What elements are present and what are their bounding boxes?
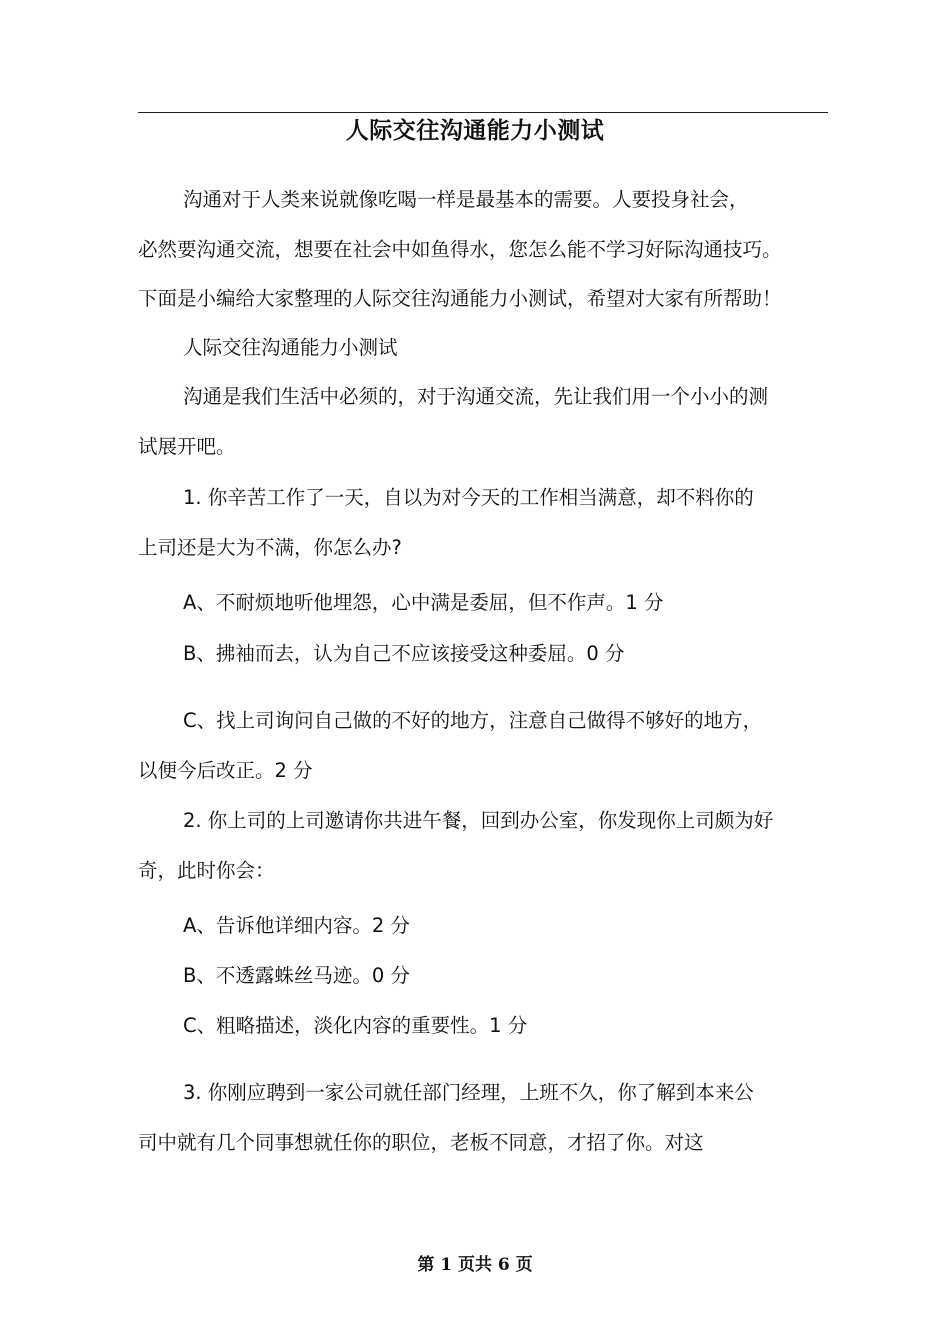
option-line: B、不透露蛛丝马迹。0 分: [183, 964, 410, 987]
question-line: 1. 你辛苦工作了一天，自以为对今天的工作相当满意，却不料你的: [183, 486, 754, 509]
page-number: 第 1 页共 6 页: [417, 1255, 533, 1275]
paragraph-line: 试展开吧。: [138, 435, 236, 458]
option-line: A、告诉他详细内容。2 分: [183, 914, 410, 937]
paragraph-line: 沟通是我们生活中必须的，对于沟通交流，先让我们用一个小小的测: [183, 385, 769, 408]
option-line: C、粗略描述，淡化内容的重要性。1 分: [183, 1014, 528, 1037]
option-line: A、不耐烦地听他埋怨，心中满是委屈，但不作声。1 分: [183, 591, 664, 614]
question-line: 2. 你上司的上司邀请你共进午餐，回到办公室，你发现你上司颇为好: [183, 809, 774, 832]
header-rule: [138, 112, 828, 113]
question-line: 奇，此时你会：: [138, 859, 275, 882]
section-heading: 人际交往沟通能力小测试: [183, 336, 398, 359]
question-line: 3. 你刚应聘到一家公司就任部门经理，上班不久，你了解到本来公: [183, 1081, 754, 1104]
paragraph-line: 下面是小编给大家整理的人际交往沟通能力小测试，希望对大家有所帮助！: [138, 287, 782, 310]
document-title: 人际交往沟通能力小测试: [345, 118, 605, 144]
question-line: 上司还是大为不满，你怎么办?: [138, 536, 402, 559]
option-line: 以便今后改正。2 分: [138, 759, 313, 782]
option-line: C、找上司询问自己做的不好的地方，注意自己做得不够好的地方，: [183, 709, 763, 732]
option-line: B、拂袖而去，认为自己不应该接受这种委屈。0 分: [183, 642, 625, 665]
question-line: 司中就有几个同事想就任你的职位，老板不同意，才招了你。对这: [138, 1131, 704, 1154]
paragraph-line: 必然要沟通交流，想要在社会中如鱼得水，您怎么能不学习好际沟通技巧。: [138, 238, 782, 261]
paragraph-line: 沟通对于人类来说就像吃喝一样是最基本的需要。人要投身社会，: [183, 188, 749, 211]
